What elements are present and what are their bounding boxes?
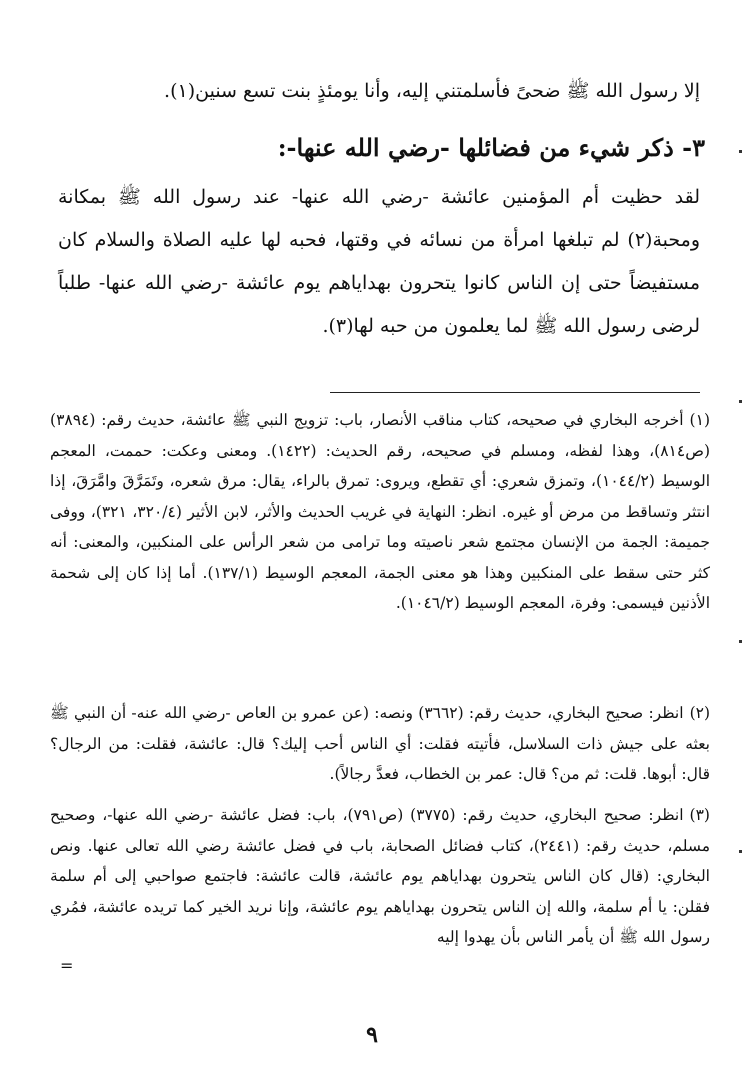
footnote-3 [50, 800, 710, 953]
page-number: ٩ [366, 1022, 378, 1048]
footnote-1 [50, 405, 710, 619]
section-heading: ٣- ذكر شيء من فضائلها -رضي الله عنها-: [277, 133, 705, 162]
margin-mark [739, 640, 742, 643]
footnote-number: (١) [689, 411, 710, 429]
footnote-number: (٣) [689, 806, 710, 824]
body-paragraph-1: إلا رسول الله ﷺ ضحىً فأسلمتني إليه، وأنا يومئذٍ بنت تسع سنين(١). [164, 80, 700, 102]
footnote-2 [50, 698, 710, 790]
footnote-text: انظر: صحيح البخاري، حديث رقم: (٣٦٦٢) ونصه: (عن عمرو بن العاص -رضي الله عنه- أن النبي ﷺ بعثه على جيش ذات السلاسل، فأتيته فقلت: أي الناس أحب إليك؟ قال: عائشة، فقلت: من الرجال؟ قال: أبوها. قلت: ثم من؟ قال: عمر بن الخطاب، فعدَّ رجالاً). [50, 704, 710, 783]
margin-mark [739, 400, 742, 403]
margin-mark [739, 850, 742, 853]
continuation-mark: = [60, 956, 74, 975]
footnote-text: انظر: صحيح البخاري، حديث رقم: (٣٧٧٥) (ص٧٩١)، باب: فضل عائشة -رضي الله عنها-، وصحيح مسلم، حديث رقم: (٢٤٤١)، كتاب فضائل الصحابة، باب في فضل عائشة رضي الله تعالى عنها. ونص البخاري: (قال كان الناس يتحرون بهداياهم يوم عائشة، قالت عائشة: فاجتمع صواحبي إلى أم سلمة فقلن: يا أم سلمة، والله إن الناس يتحرون بهداياهم يوم عائشة، وإنا نريد الخير كما تريده عائشة، فمُري رسول الله ﷺ أن يأمر الناس بأن يهدوا إليه [50, 806, 711, 946]
body-paragraph-2: لقد حظيت أم المؤمنين عائشة -رضي الله عنها- عند رسول الله ﷺ بمكانة ومحبة(٢) لم تبلغها امرأة من نسائه في وقتها، فحبه لها عليه الصلاة والسلام كان مستفيضاً حتى إن الناس كانوا يتحرون بهداياهم يوم عائشة -رضي الله عنها- طلباً لرضى رسول الله ﷺ لما يعلمون من حبه لها(٣). [58, 186, 700, 337]
margin-mark [739, 150, 742, 153]
footnote-number: (٢) [689, 704, 711, 722]
footnote-text: أخرجه البخاري في صحيحه، كتاب مناقب الأنصار، باب: تزويج النبي ﷺ عائشة، حديث رقم: (٣٨٩٤) (ص٨١٤)، وهذا لفظه، ومسلم في صحيحه، رقم الحديث: (١٤٢٢). ومعنى وعكت: حممت، المعجم الوسيط (١٠٤٤/٢)، وتمزق شعري: أي تقطع، ويروى: تمرق بالراء، يقال: مرق شعره، وتَمَرَّقَ وامَّرَقَ، إذا انتثر وتساقط من مرض أو غيره. انظر: النهاية في غريب الحديث والأثر، لابن الأثير (٣٢٠/٤، ٣٢١)، ووفى جميمة: الجمة من الإنسان مجتمع شعر ناصيته وما ترامى من شعر الرأس على المنكبين، والمعنى: أنه كثر حتى سقط على المنكبين وهذا هو معنى الجمة، المعجم الوسيط (١٣٧/١). أما إذا كان إلى شحمة الأذنين فيسمى: وفرة، المعجم الوسيط (١٠٤٦/٢). [50, 411, 711, 612]
footnote-divider [330, 392, 700, 393]
